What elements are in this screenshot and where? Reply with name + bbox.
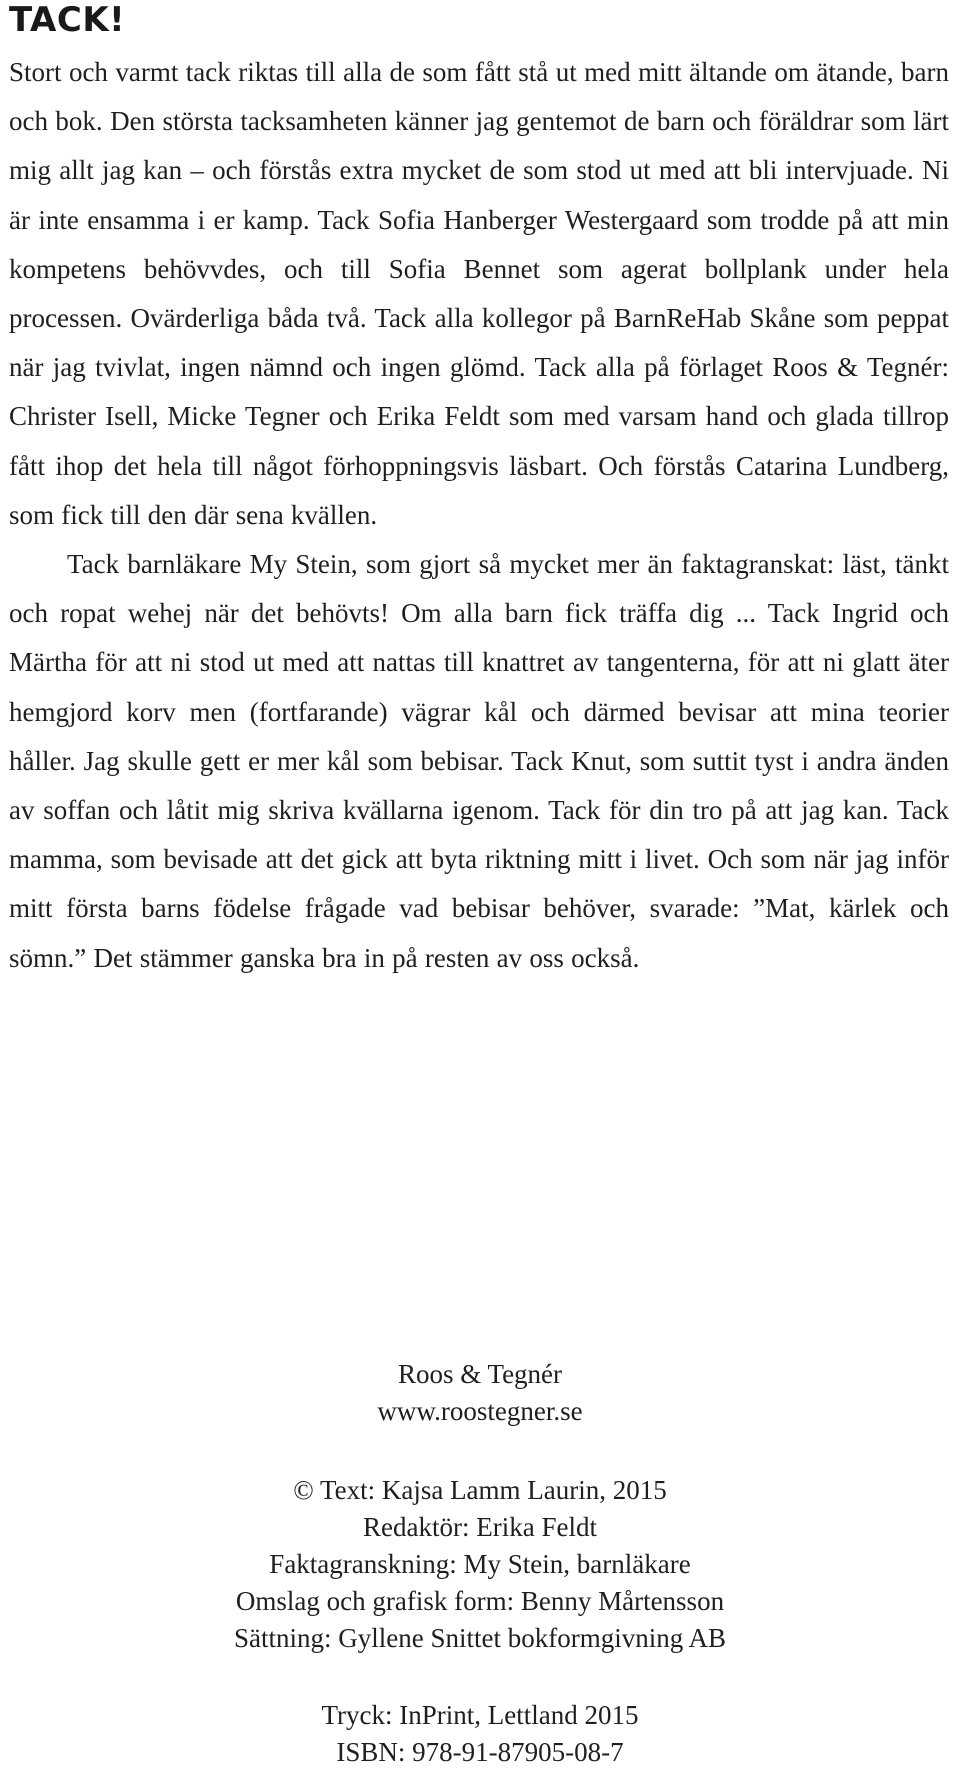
publisher-website: www.roostegner.se <box>377 1396 583 1426</box>
paragraph-2: Tack barnläkare My Stein, som gjort så mycket mer än faktagranskat: läst, tänkt och ropat wehej när det behövts! Om alla barn fick träffa dig ... Tack Ingrid och Märtha för att ni stod ut med att nattas till knattret av tangenterna, för att ni glatt äter hemgjord korv men (fortfarande) vägrar kål och därmed bevisar att mina teorier håller. Jag skulle gett er mer kål som bebisar. Tack Knut, som suttit tyst i andra änden av soffan och låtit mig skriva kvällarna igenom. Tack för din tro på att jag kan. Tack mamma, som bevisade att det gick att byta riktning mitt i livet. Och som när jag inför mitt första barns födelse frågade vad bebisar behöver, svarade: ”Mat, kärlek och sömn.” Det stämmer ganska bra in på resten av oss också. <box>9 549 949 973</box>
paragraph-1: Stort och varmt tack riktas till alla de som fått stå ut med mitt ältande om ätande, barn och bok. Den största tacksamheten känner jag gentemot de barn och föräldrar som lärt mig allt jag kan – och förstås extra mycket de som stod ut med att bli intervjuade. Ni är inte ensamma i er kamp. Tack Sofia Hanberger Westergaard som trodde på att min kompetens behövvdes, och till Sofia Bennet som agerat bollplank under hela processen. Ovärderliga båda två. Tack alla kollegor på BarnReHab Skåne som peppat när jag tvivlat, ingen nämnd och ingen glömd. Tack alla på förlaget Roos & Tegnér: Christer Isell, Micke Tegner och Erika Feldt som med varsam hand och glada tillrop fått ihop det hela till något förhoppningsvis läsbart. Och förstås Catarina Lundberg, som fick till den där sena kvällen. <box>9 57 949 530</box>
credit-cover-design: Omslag och grafisk form: Benny Mårtensson <box>235 1586 725 1616</box>
credits-block <box>0 1472 960 1657</box>
printer-info: Tryck: InPrint, Lettland 2015 <box>321 1700 639 1730</box>
page-heading: TACK! <box>9 0 126 40</box>
publisher-block <box>0 1356 960 1430</box>
print-block <box>0 1697 960 1771</box>
credit-typesetting: Sättning: Gyllene Snittet bokformgivning AB <box>234 1623 726 1653</box>
credit-text-author: © Text: Kajsa Lamm Laurin, 2015 <box>293 1475 667 1505</box>
publisher-name: Roos & Tegnér <box>397 1359 563 1389</box>
isbn: ISBN: 978-91-87905-08-7 <box>336 1737 624 1767</box>
credit-editor: Redaktör: Erika Feldt <box>363 1512 597 1542</box>
acknowledgements-text <box>9 48 949 983</box>
credit-fact-check: Faktagranskning: My Stein, barnläkare <box>269 1549 691 1579</box>
